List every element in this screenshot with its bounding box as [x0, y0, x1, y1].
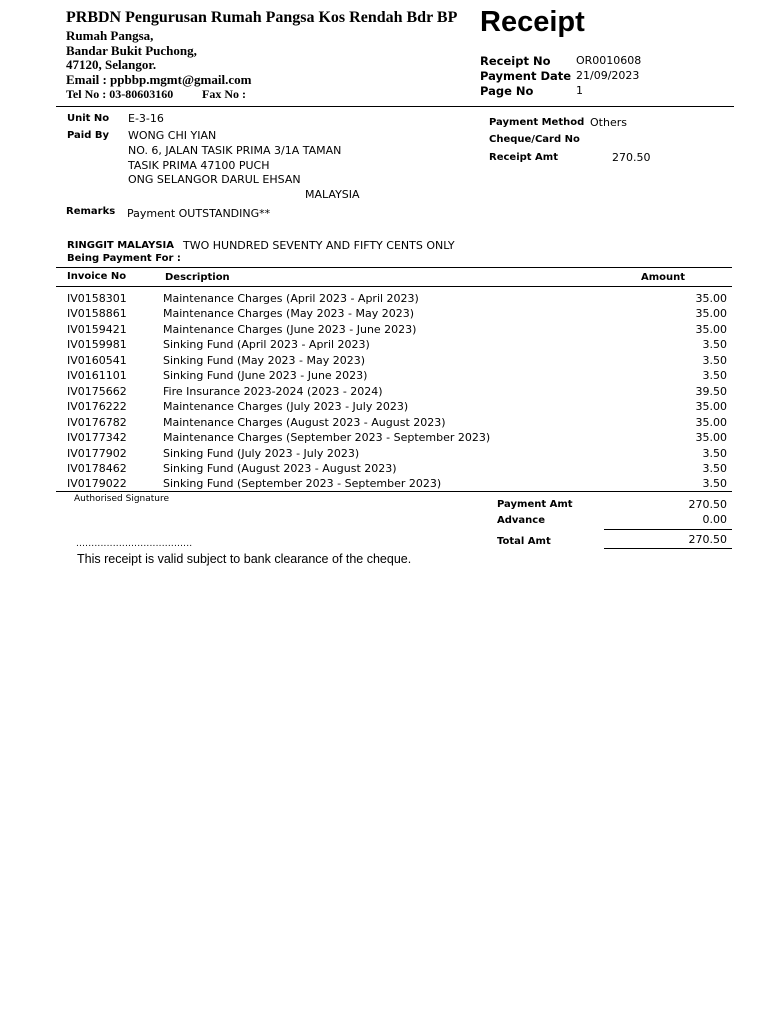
amount-cell: 3.50 — [702, 461, 727, 475]
table-row — [0, 385, 768, 400]
total-amt-value: 270.50 — [688, 533, 727, 546]
table-bottom-rule — [56, 491, 732, 492]
receipt-title: Receipt — [480, 6, 585, 38]
company-tel: Tel No : 03-80603160 — [66, 87, 174, 101]
total-top-rule — [604, 529, 732, 530]
col-header-amount: Amount — [641, 272, 686, 283]
amount-cell: 35.00 — [695, 415, 727, 429]
receipt-no-value: OR0010608 — [576, 54, 642, 67]
amount-cell: 35.00 — [695, 431, 727, 445]
payment-method-value: Others — [590, 116, 627, 129]
table-row — [0, 323, 768, 338]
payment-amt-value: 270.50 — [688, 498, 727, 511]
table-row — [0, 447, 768, 462]
amount-cell: 35.00 — [695, 292, 727, 305]
description-cell: Maintenance Charges (August 2023 - August 2023) — [163, 415, 446, 429]
paid-by-address-line-3: ONG SELANGOR DARUL EHSAN — [128, 173, 301, 186]
unit-no-value: E-3-16 — [128, 112, 164, 125]
authorised-signature-label: Authorised Signature — [74, 494, 170, 504]
col-header-description: Description — [165, 272, 230, 283]
invoice-cell: IV0161101 — [67, 369, 127, 383]
amount-cell: 35.00 — [695, 307, 727, 321]
header-divider — [56, 106, 734, 107]
amount-cell: 3.50 — [702, 353, 727, 367]
description-cell: Maintenance Charges (June 2023 - June 2023) — [163, 322, 417, 336]
description-cell: Maintenance Charges (September 2023 - September 2023) — [163, 431, 491, 445]
table-row — [0, 462, 768, 477]
cheque-card-label: Cheque/Card No — [489, 134, 580, 145]
total-bottom-rule — [604, 548, 732, 549]
invoice-cell: IV0178462 — [67, 461, 127, 475]
table-row — [0, 338, 768, 353]
payment-amt-label: Payment Amt — [497, 499, 573, 510]
description-cell: Sinking Fund (June 2023 - June 2023) — [163, 369, 368, 383]
table-header-rule — [56, 286, 732, 287]
company-address-line-3: 47120, Selangor. — [66, 57, 157, 72]
amount-cell: 3.50 — [702, 446, 727, 460]
invoice-cell: IV0176222 — [67, 400, 127, 414]
table-row — [0, 400, 768, 415]
amount-in-words: TWO HUNDRED SEVENTY AND FIFTY CENTS ONLY — [183, 239, 455, 252]
amount-cell: 39.50 — [695, 384, 727, 398]
ringgit-label: RINGGIT MALAYSIA — [67, 240, 174, 251]
company-name: PRBDN Pengurusan Rumah Pangsa Kos Rendah Bdr BP — [66, 9, 458, 26]
invoice-cell: IV0175662 — [67, 384, 127, 398]
table-top-rule — [56, 267, 732, 268]
receipt-amt-value: 270.50 — [612, 151, 651, 164]
description-cell: Fire Insurance 2023-2024 (2023 - 2024) — [163, 384, 383, 398]
payment-date-label: Payment Date — [480, 69, 572, 83]
table-row — [0, 354, 768, 369]
signature-line: ...................................... — [76, 539, 193, 549]
amount-cell: 3.50 — [702, 338, 727, 352]
invoice-cell: IV0177342 — [67, 431, 127, 445]
amount-cell: 3.50 — [702, 477, 727, 491]
invoice-cell: IV0179022 — [67, 477, 127, 491]
remarks-label: Remarks — [66, 206, 116, 217]
paid-by-address-line-2: TASIK PRIMA 47100 PUCH — [128, 159, 270, 172]
total-amt-label: Total Amt — [497, 536, 551, 547]
paid-by-name: WONG CHI YIAN — [128, 129, 217, 142]
company-fax: Fax No : — [202, 87, 246, 101]
invoice-cell: IV0158861 — [67, 307, 127, 321]
invoice-cell: IV0158301 — [67, 292, 127, 305]
unit-no-label: Unit No — [67, 113, 110, 124]
invoice-cell: IV0176782 — [67, 415, 127, 429]
cheque-clearance-notice: This receipt is valid subject to bank clearance of the cheque. — [77, 552, 412, 566]
table-row — [0, 431, 768, 446]
table-row — [0, 369, 768, 384]
description-cell: Sinking Fund (April 2023 - April 2023) — [163, 338, 370, 352]
company-address-line-2: Bandar Bukit Puchong, — [66, 43, 197, 58]
paid-by-label: Paid By — [67, 130, 110, 141]
payment-date-value: 21/09/2023 — [576, 69, 640, 82]
table-row — [0, 292, 768, 307]
invoice-cell: IV0177902 — [67, 446, 127, 460]
invoice-cell: IV0159981 — [67, 338, 127, 352]
description-cell: Sinking Fund (May 2023 - May 2023) — [163, 353, 366, 367]
amount-cell: 35.00 — [695, 322, 727, 336]
remarks-value: Payment OUTSTANDING** — [127, 207, 271, 220]
table-row — [0, 416, 768, 431]
being-payment-for: Being Payment For : — [67, 253, 181, 264]
amount-cell: 3.50 — [702, 369, 727, 383]
paid-by-address-line-1: NO. 6, JALAN TASIK PRIMA 3/1A TAMAN — [128, 144, 342, 157]
col-header-invoice: Invoice No — [67, 271, 127, 282]
payment-method-label: Payment Method — [489, 117, 585, 128]
advance-label: Advance — [497, 515, 545, 526]
description-cell: Maintenance Charges (July 2023 - July 2023) — [163, 400, 409, 414]
advance-value: 0.00 — [702, 513, 727, 526]
description-cell: Maintenance Charges (April 2023 - April 2023) — [163, 292, 419, 305]
paid-by-country: MALAYSIA — [305, 188, 360, 201]
company-address-line-1: Rumah Pangsa, — [66, 28, 154, 43]
description-cell: Sinking Fund (September 2023 - September 2023) — [163, 477, 442, 491]
invoice-cell: IV0160541 — [67, 353, 127, 367]
receipt-no-label: Receipt No — [480, 54, 551, 68]
description-cell: Sinking Fund (July 2023 - July 2023) — [163, 446, 360, 460]
description-cell: Sinking Fund (August 2023 - August 2023) — [163, 461, 397, 475]
table-row — [0, 307, 768, 322]
amount-cell: 35.00 — [695, 400, 727, 414]
page-no-value: 1 — [576, 84, 583, 97]
company-email: Email : ppbbp.mgmt@gmail.com — [66, 72, 252, 87]
invoice-cell: IV0159421 — [67, 322, 127, 336]
page-no-label: Page No — [480, 84, 534, 98]
description-cell: Maintenance Charges (May 2023 - May 2023) — [163, 307, 415, 321]
receipt-amt-label: Receipt Amt — [489, 152, 558, 163]
